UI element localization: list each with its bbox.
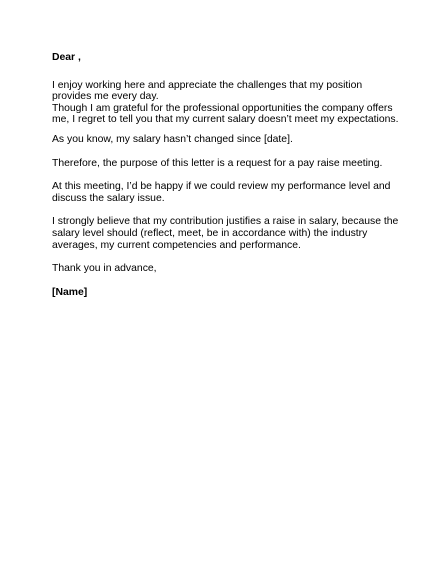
paragraph-enjoy-working xyxy=(52,80,397,126)
text-line: Therefore, the purpose of this letter is a request for a pay raise meeting. xyxy=(52,157,383,169)
text-line: I enjoy working here and appreciate the challenges that my position xyxy=(52,79,363,91)
text-line: At this meeting, I’d be happy if we could review my performance level and xyxy=(52,181,391,193)
paragraph-meeting xyxy=(52,181,397,204)
letter-signature: [Name] xyxy=(52,286,88,298)
letter-greeting: Dear , xyxy=(52,52,81,63)
text-line: discuss the salary issue. xyxy=(52,192,165,204)
closing-text: Thank you in advance, xyxy=(52,263,157,275)
text-line: salary level should (reflect, meet, be in accordance with) the industry xyxy=(52,227,368,239)
text-line: Though I am grateful for the professional opportunities the company offers xyxy=(52,102,393,114)
paragraph-salary-unchanged xyxy=(52,134,397,146)
text-line: me, I regret to tell you that my current salary doesn’t meet my expectations. xyxy=(52,114,399,126)
text-line: provides me every day. xyxy=(52,91,159,103)
letter-body xyxy=(52,52,397,298)
paragraph-contribution xyxy=(52,216,397,251)
text-line: As you know, my salary hasn’t changed since [date]. xyxy=(52,133,293,145)
text-line: averages, my current competencies and performance. xyxy=(52,239,301,251)
text-line: I strongly believe that my contribution justifies a raise in salary, because the xyxy=(52,216,399,228)
letter-closing xyxy=(52,263,397,275)
paragraph-purpose xyxy=(52,158,397,170)
